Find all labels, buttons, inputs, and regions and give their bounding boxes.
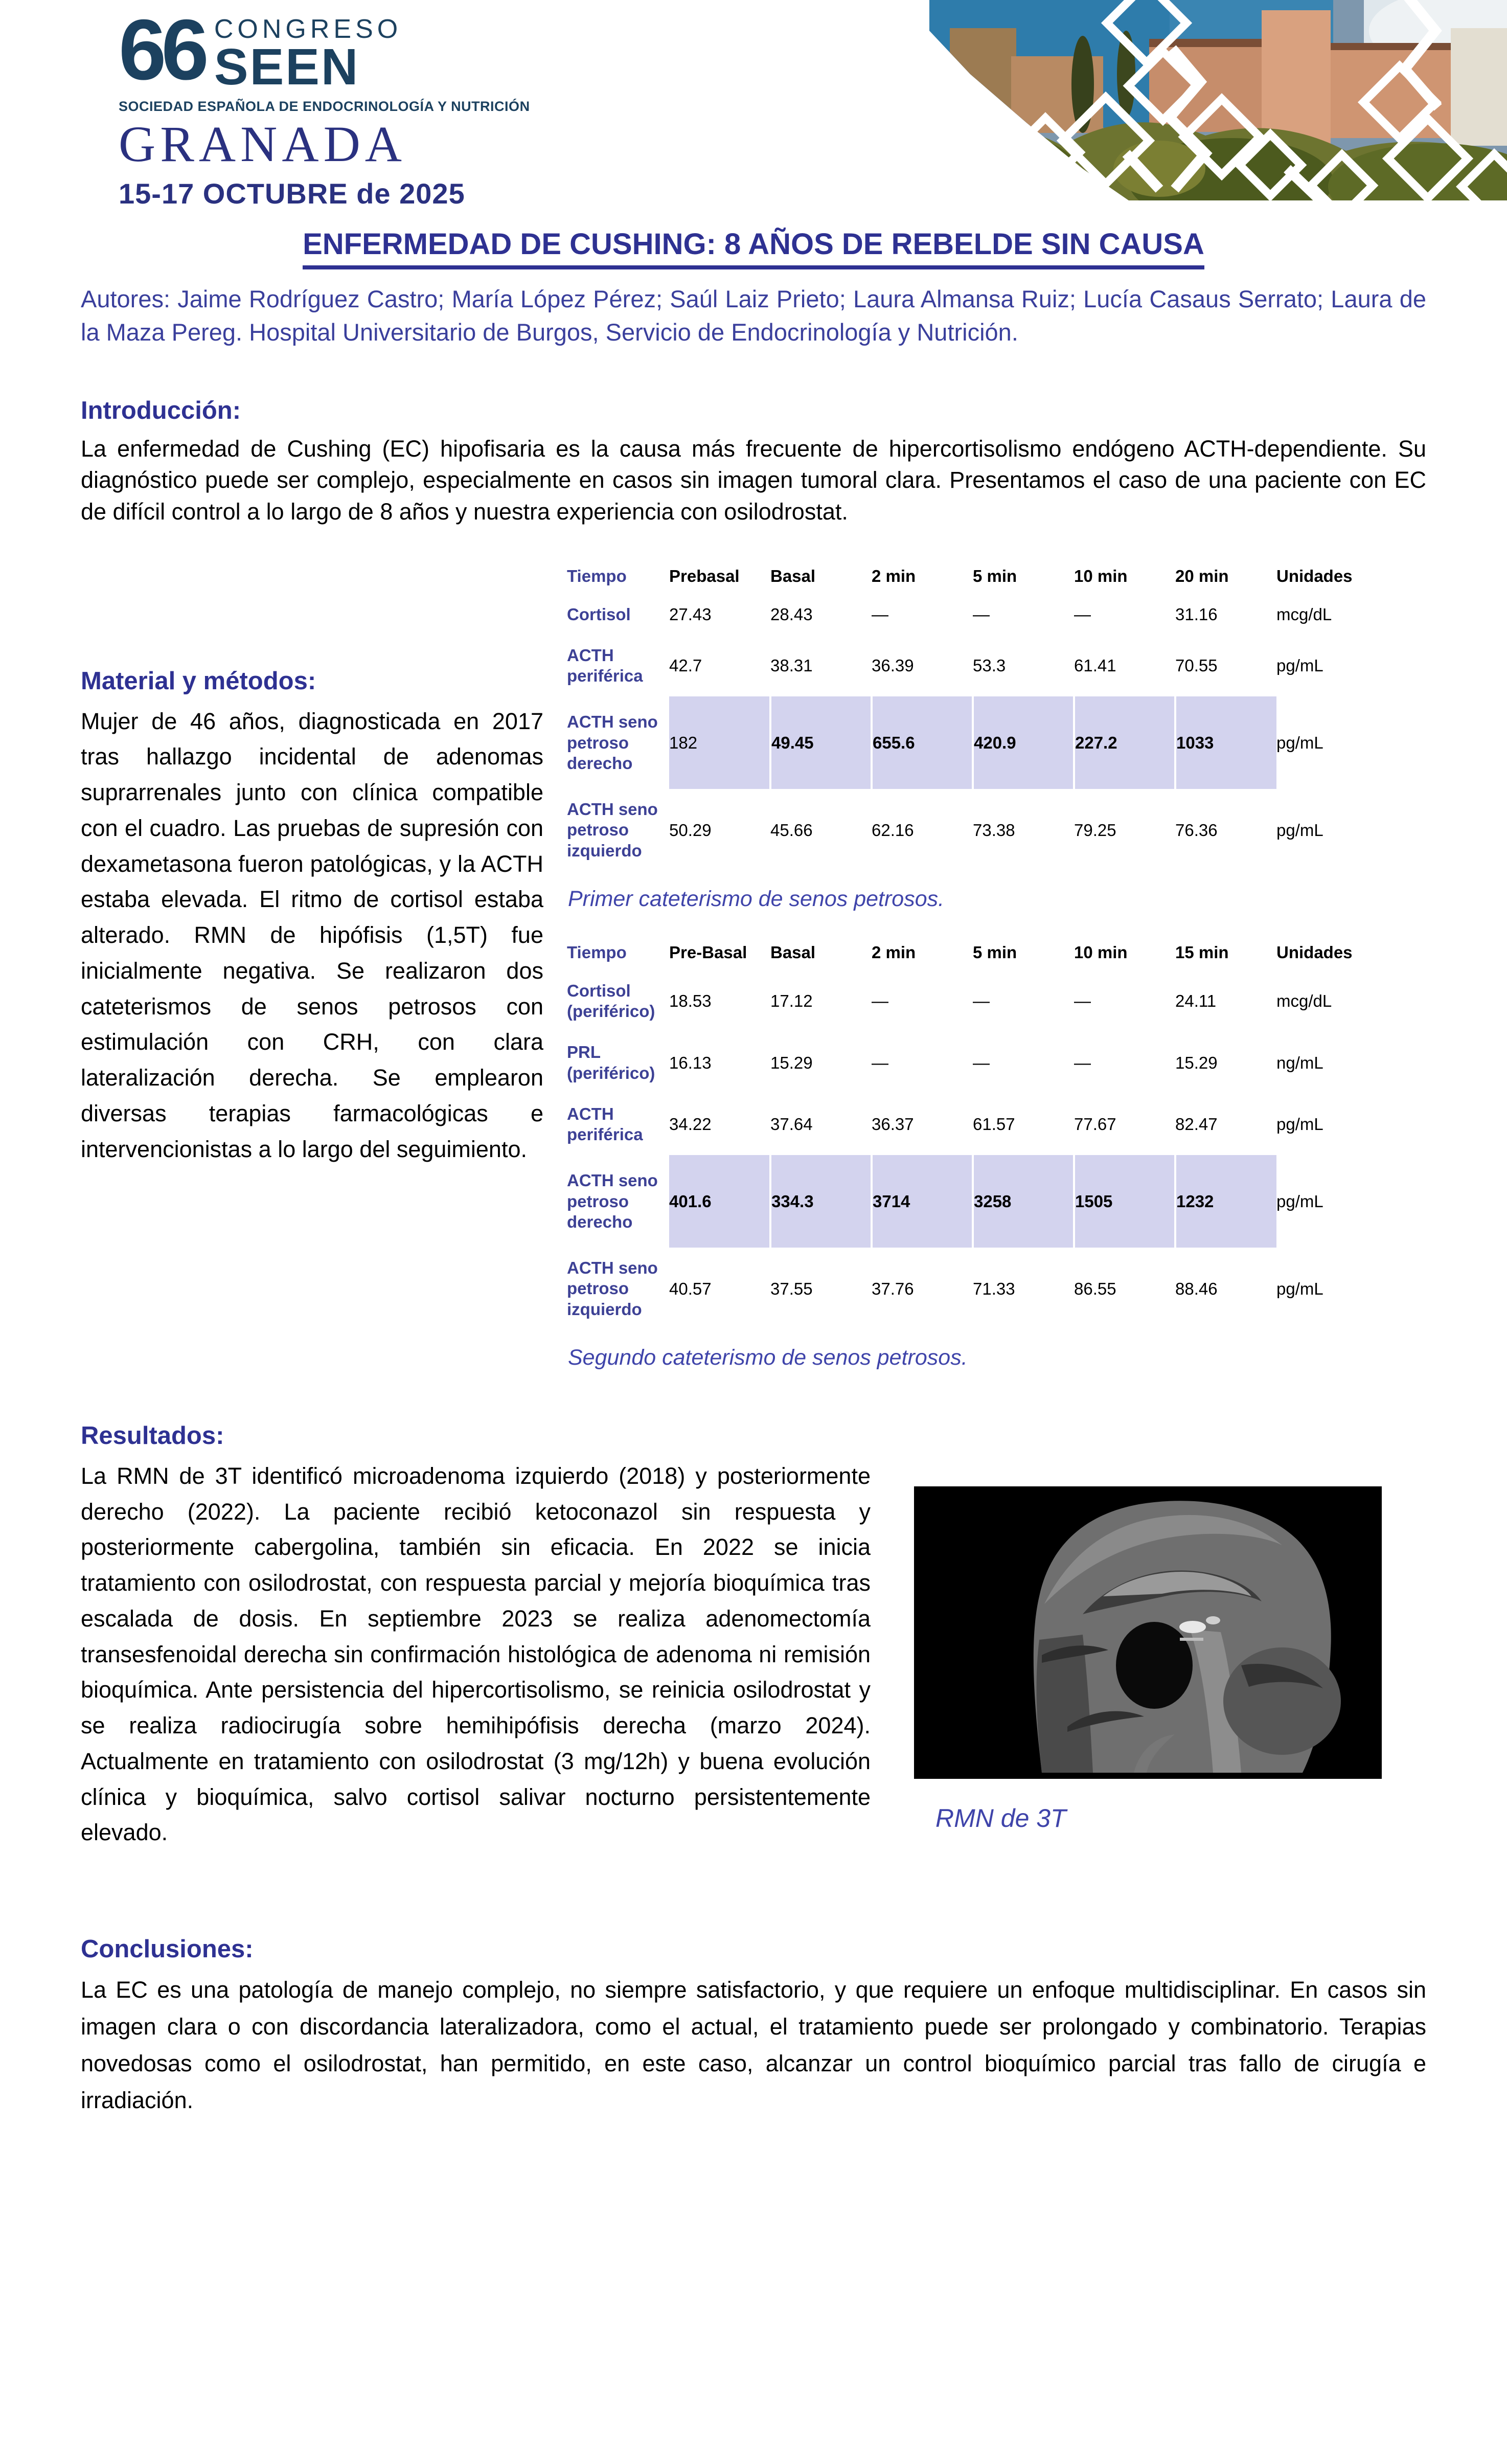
column-header: 20 min (1175, 566, 1229, 585)
cell-value: — (973, 991, 990, 1011)
column-header: 5 min (973, 942, 1017, 962)
tables-column (567, 558, 1364, 1370)
conclusiones-body: La EC es una patología de manejo complejo, no siempre satisfactorio, y que requiere un enfoque multidisciplinar. En casos sin imagen clara o con discordancia lateralizadora, como el actual, el tratamiento puede ser prolongado y combinatorio. Terapias novedosas como el osilodrostat, han permitido, en este caso, alcanzar un control bioquímico parcial tras fallo de cirugía e irradiación. (81, 1977, 1426, 2114)
table-row (567, 970, 1355, 1032)
cell-value: 227.2 (1074, 696, 1175, 789)
cell-value: 40.57 (669, 1279, 712, 1298)
column-header: Basal (770, 566, 816, 585)
column-header: 10 min (1074, 942, 1128, 962)
poster-header (0, 0, 1507, 220)
resultados-body: La RMN de 3T identificó microadenoma izquierdo (2018) y posteriormente derecho (2022). La paciente recibió ketoconazol sin respuesta y posteriormente cabergolina, también sin eficacia. En 2022 se inicia tratamiento con osilodrostat, con respuesta parcial y mejoría bioquímica tras escalada de dosis. En septiembre 2023 se realiza adenomectomía transesfenoidal derecha sin confirmación histológica de adenoma ni remisión bioquímica. Ante persistencia del hipercortisolismo, se reinicia osilodrostat y se realiza radiocirugía sobre hemihipófisis derecha (marzo 2024). Actualmente en tratamiento con osilodrostat (3 mg/12h) y buena evolución clínica y bioquímica, salvo cortisol salivar nocturno persistentemente elevado. (81, 1462, 871, 1846)
page-title: ENFERMEDAD DE CUSHING: 8 AÑOS DE REBELDE SIN CAUSA (303, 227, 1204, 269)
table-row (567, 1155, 1355, 1248)
cell-value: 655.6 (872, 696, 973, 789)
material-body: Mujer de 46 años, diagnosticada en 2017 tras hallazgo incidental de adenomas suprarrenales junto con clínica compatible con el cuadro. Las pruebas de supresión con dexametasona fueron patológicas, y la ACTH estaba elevada. El ritmo de cortisol estaba alterado. RMN de hipófisis (1,5T) fue inicialmente negativa. Se realizaron dos cateterismos de senos petrosos con estimulación con CRH, con clara lateralización derecha. Se emplearon diversas terapias farmacológicas e intervencionistas a lo largo del seguimiento. (81, 708, 543, 1162)
logo-seen-text: SEEN (214, 38, 360, 96)
column-header: Prebasal (669, 566, 740, 585)
logo-society-text: SOCIEDAD ESPAÑOLA DE ENDOCRINOLOGÍA Y NUTRICIÓN (119, 98, 530, 114)
cell-value: 36.37 (872, 1115, 914, 1134)
cell-unit: pg/mL (1276, 1279, 1323, 1298)
column-header: 2 min (872, 566, 916, 585)
cell-value: 3714 (872, 1155, 973, 1248)
first-catheterization-table (567, 558, 1355, 871)
cell-value: 420.9 (973, 696, 1074, 789)
cell-value: 31.16 (1175, 604, 1218, 624)
column-header: Unidades (1276, 942, 1353, 962)
cell-unit: pg/mL (1276, 733, 1323, 752)
column-header: 5 min (973, 566, 1017, 585)
row-label: PRL (periférico) (567, 1043, 655, 1082)
column-header: 10 min (1074, 566, 1128, 585)
introduccion-heading: Introducción: (81, 396, 241, 424)
cell-value: 17.12 (770, 991, 813, 1011)
middle-section (81, 558, 1507, 1370)
table-row (567, 1032, 1355, 1094)
cell-value: — (872, 991, 888, 1011)
cell-value: 37.64 (770, 1115, 813, 1134)
cell-value: 42.7 (669, 656, 702, 675)
cell-unit: pg/mL (1276, 1115, 1323, 1134)
cell-value: 76.36 (1175, 820, 1218, 840)
cell-value: 27.43 (669, 604, 712, 624)
section-introduccion (81, 396, 1426, 528)
cell-value: 1232 (1175, 1155, 1276, 1248)
section-conclusiones (81, 1935, 1426, 2119)
table-header-row (567, 558, 1355, 594)
cell-value: 334.3 (770, 1155, 872, 1248)
cell-value: 182 (669, 696, 770, 789)
cell-value: — (1074, 991, 1091, 1011)
logo-congreso-text: CONGRESO (214, 14, 402, 44)
row-label: Cortisol (periférico) (567, 981, 655, 1021)
logo-number: 66 (119, 2, 204, 98)
cell-value: 3258 (973, 1155, 1074, 1248)
cell-value: 62.16 (872, 820, 914, 840)
mri-figure (914, 1486, 1382, 1833)
cell-value: 70.55 (1175, 656, 1218, 675)
logo-wordmark (214, 14, 402, 96)
cell-value: 71.33 (973, 1279, 1015, 1298)
mri-caption: RMN de 3T (935, 1803, 1066, 1833)
cell-value: 15.29 (1175, 1053, 1218, 1072)
resultados-heading: Resultados: (81, 1421, 224, 1450)
seen-congress-logo (119, 2, 530, 210)
column-header: Basal (770, 942, 816, 962)
cell-value: 88.46 (1175, 1279, 1218, 1298)
column-header: Tiempo (567, 566, 627, 585)
section-resultados (81, 1421, 1426, 1850)
row-label: ACTH periférica (567, 1104, 643, 1144)
cell-value: 38.31 (770, 656, 813, 675)
title-block (0, 227, 1507, 269)
row-label: ACTH seno petroso derecho (567, 712, 658, 773)
cell-value: 45.66 (770, 820, 813, 840)
table-row (567, 789, 1355, 871)
cell-value: 73.38 (973, 820, 1015, 840)
cell-value: — (1074, 1053, 1091, 1072)
second-table-caption: Segundo cateterismo de senos petrosos. (568, 1345, 968, 1370)
section-material (81, 558, 543, 1370)
logo-city-text: GRANADA (119, 115, 406, 172)
cell-unit: pg/mL (1276, 820, 1323, 840)
cell-value: 37.76 (872, 1279, 914, 1298)
cell-value: 61.57 (973, 1115, 1015, 1134)
logo-top-row (119, 2, 530, 98)
resultados-row (81, 1458, 1426, 1850)
row-label: ACTH periférica (567, 645, 643, 686)
cell-unit: ng/mL (1276, 1053, 1323, 1072)
cell-value: 49.45 (770, 696, 872, 789)
cell-value: 34.22 (669, 1115, 712, 1134)
alhambra-artwork (842, 0, 1507, 200)
table-header-row (567, 935, 1355, 970)
second-catheterization-table (567, 935, 1355, 1330)
row-label: ACTH seno petroso izquierdo (567, 800, 658, 860)
cell-value: 15.29 (770, 1053, 813, 1072)
conclusiones-heading: Conclusiones: (81, 1935, 254, 1963)
first-table-caption: Primer cateterismo de senos petrosos. (568, 886, 945, 911)
table-row (567, 635, 1355, 697)
cell-value: 50.29 (669, 820, 712, 840)
cell-value: 36.39 (872, 656, 914, 675)
cell-value: — (1074, 604, 1091, 624)
cell-value: 79.25 (1074, 820, 1116, 840)
cell-value: 1033 (1175, 696, 1276, 789)
column-header: Pre-Basal (669, 942, 747, 962)
row-label: ACTH seno petroso derecho (567, 1171, 658, 1231)
cell-value: 28.43 (770, 604, 813, 624)
cell-value: — (872, 1053, 888, 1072)
cell-value: — (973, 604, 990, 624)
row-label: ACTH seno petroso izquierdo (567, 1258, 658, 1319)
material-heading: Material y métodos: (81, 667, 316, 695)
authors-line: Autores: Jaime Rodríguez Castro; María López Pérez; Saúl Laiz Prieto; Laura Almansa Ruiz; Lucía Casaus Serrato; Laura de la Maza Pereg. Hospital Universitario de Burgos, Servicio de Endocrinología y Nutrición. (81, 285, 1426, 346)
cell-unit: mcg/dL (1276, 604, 1332, 624)
cell-unit: pg/mL (1276, 1191, 1323, 1211)
cell-value: 18.53 (669, 991, 712, 1011)
table-row (567, 1248, 1355, 1330)
cell-value: 77.67 (1074, 1115, 1116, 1134)
mri-image (914, 1486, 1382, 1779)
row-label: Cortisol (567, 604, 631, 624)
cell-value: 53.3 (973, 656, 1006, 675)
column-header: Tiempo (567, 942, 627, 962)
cell-value: 401.6 (669, 1155, 770, 1248)
cell-value: 24.11 (1175, 991, 1217, 1011)
cell-value: 61.41 (1074, 656, 1116, 675)
cell-value: 86.55 (1074, 1279, 1116, 1298)
cell-value: 37.55 (770, 1279, 813, 1298)
cell-unit: pg/mL (1276, 656, 1323, 675)
cell-value: — (872, 604, 888, 624)
logo-dates-text: 15-17 OCTUBRE de 2025 (119, 177, 465, 210)
table-row (567, 1094, 1355, 1156)
table-row (567, 696, 1355, 789)
cell-value: — (973, 1053, 990, 1072)
table-row (567, 594, 1355, 635)
column-header: 15 min (1175, 942, 1229, 962)
cell-unit: mcg/dL (1276, 991, 1332, 1011)
cell-value: 82.47 (1175, 1115, 1218, 1134)
column-header: Unidades (1276, 566, 1353, 585)
introduccion-body: La enfermedad de Cushing (EC) hipofisaria es la causa más frecuente de hipercortisolismo endógeno ACTH-dependiente. Su diagnóstico puede ser complejo, especialmente en casos sin imagen tumoral clara. Presentamos el caso de una paciente con EC de difícil control a lo largo de 8 años y nuestra experiencia con osilodrostat. (81, 435, 1426, 525)
cell-value: 1505 (1074, 1155, 1175, 1248)
cell-value: 16.13 (669, 1053, 712, 1072)
column-header: 2 min (872, 942, 916, 962)
